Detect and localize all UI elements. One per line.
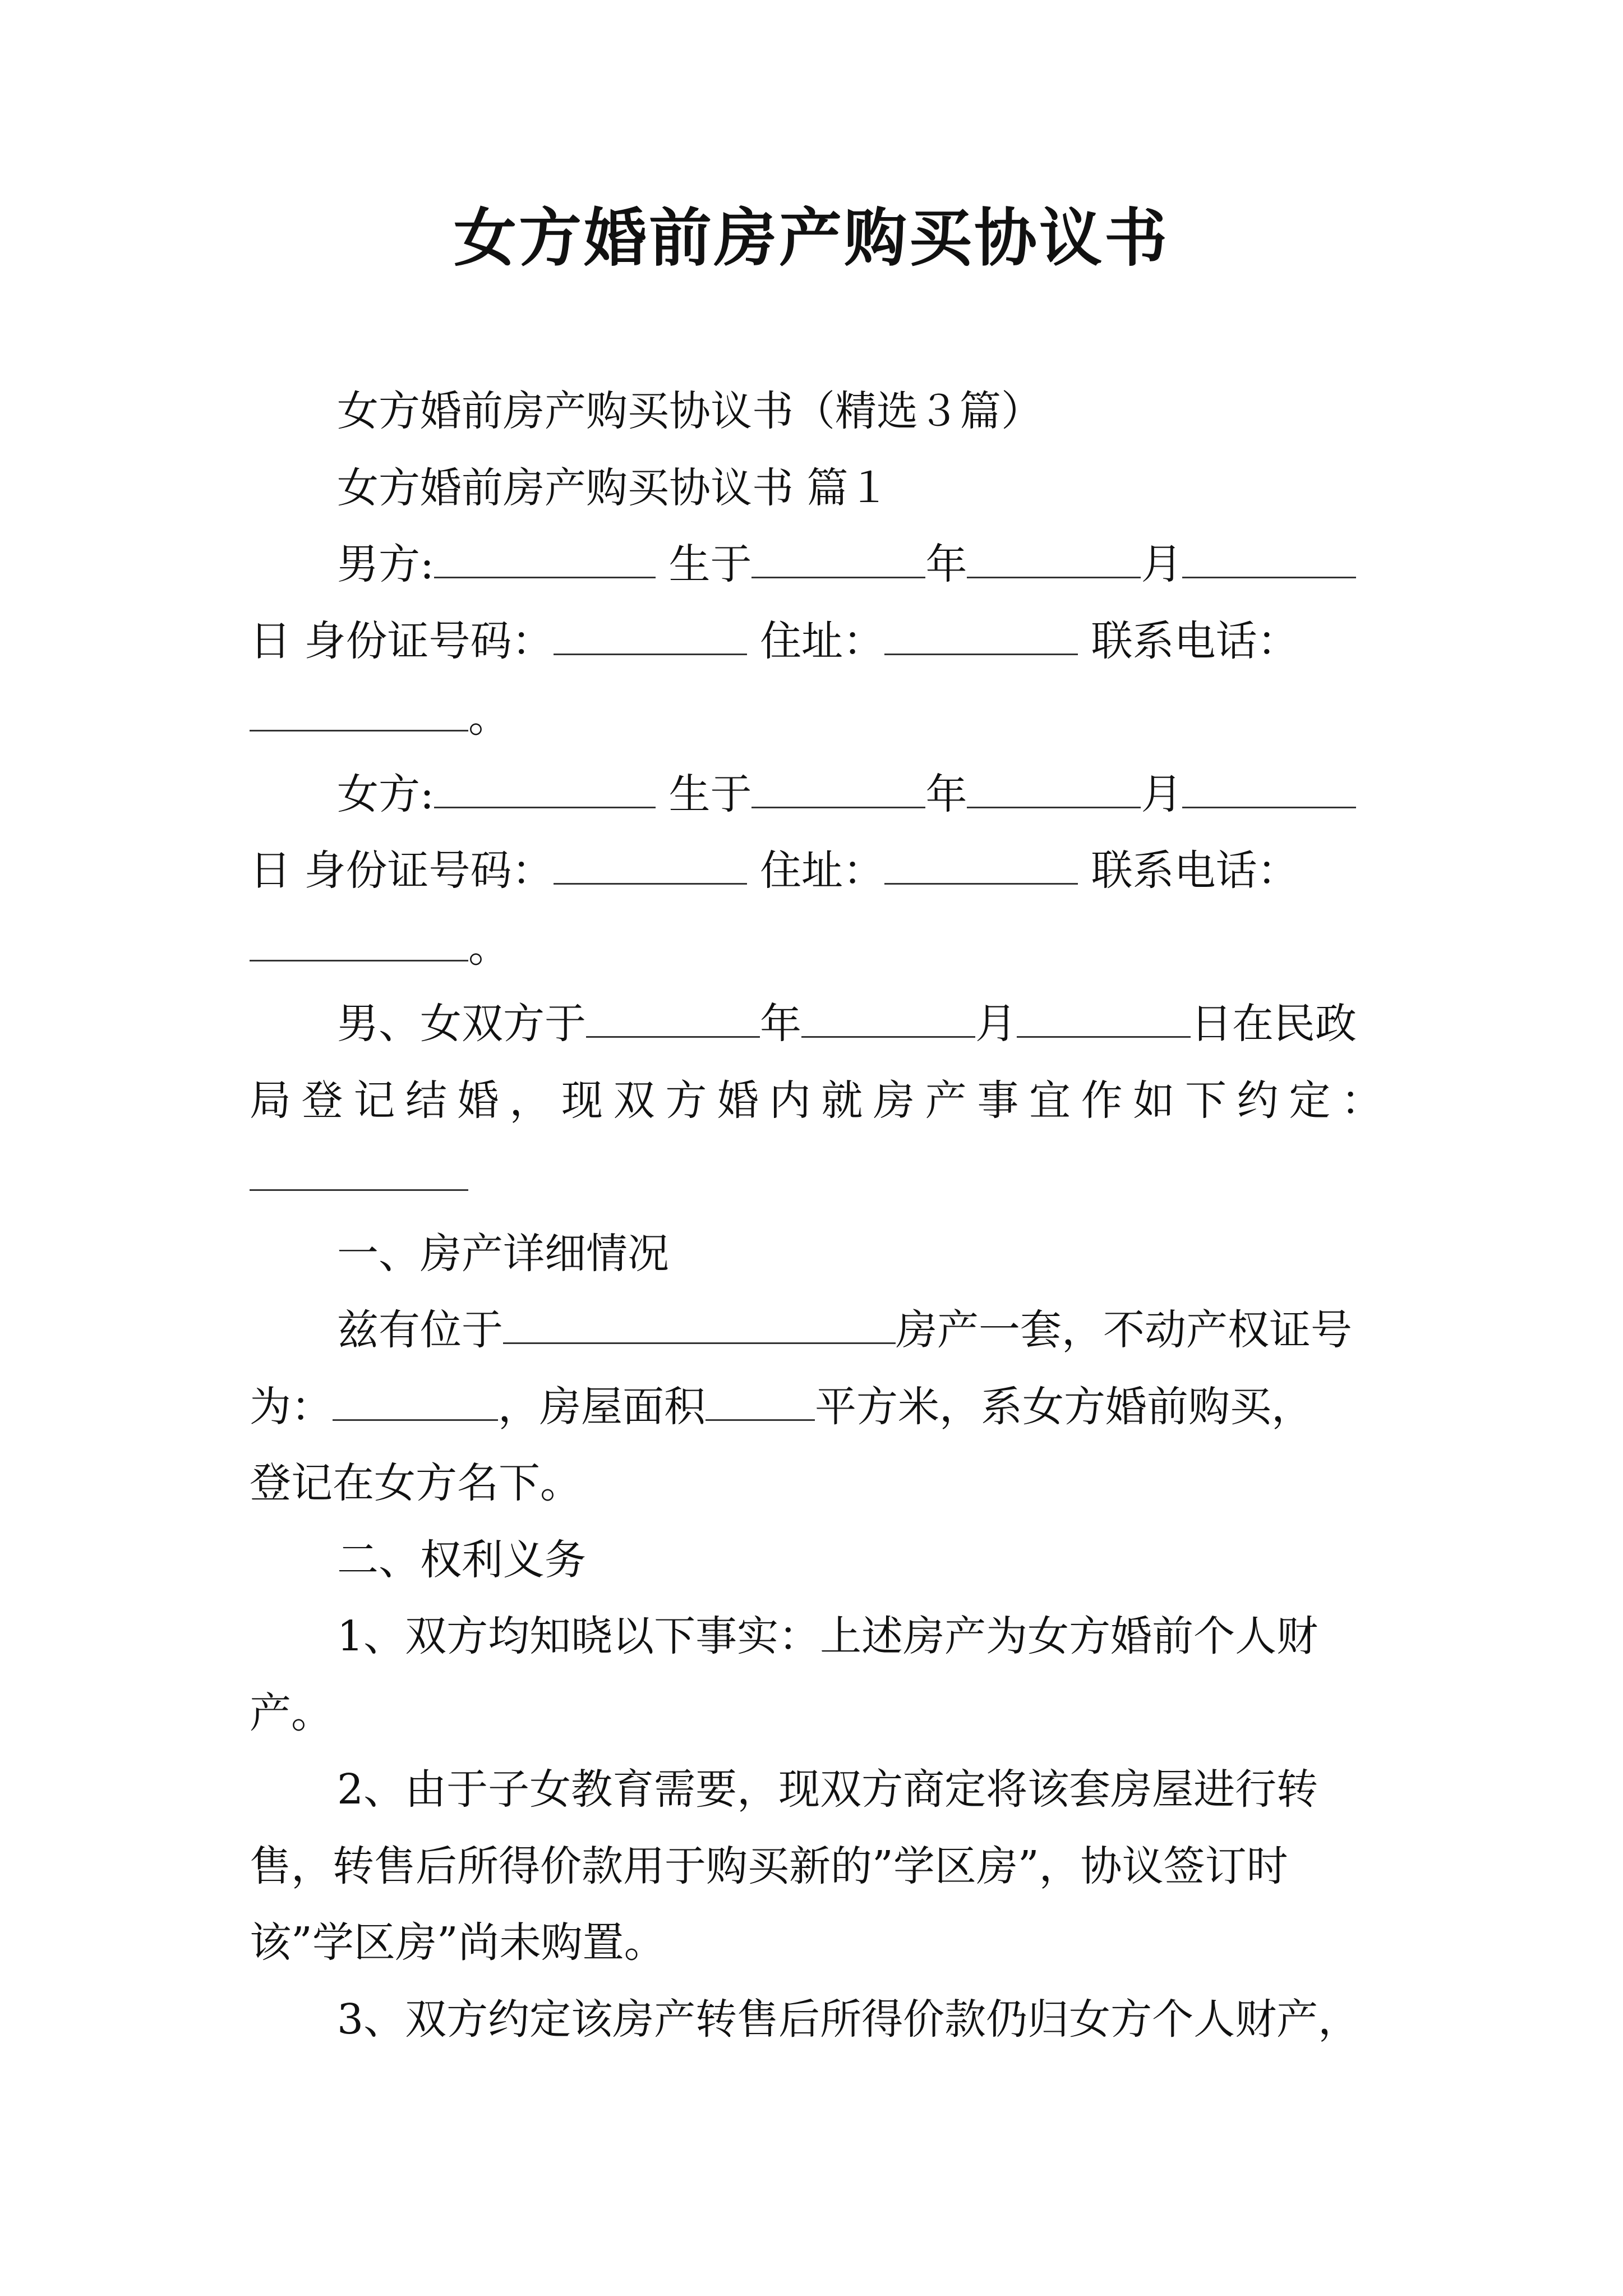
male-birth-month-blank [967, 539, 1141, 578]
document-body [250, 373, 1382, 2058]
female-name-blank [434, 769, 656, 808]
property-cert-blank [333, 1382, 498, 1421]
female-address-blank [884, 845, 1078, 885]
marriage-year-blank [586, 999, 760, 1038]
female-birth-day-blank [1182, 769, 1356, 808]
male-phone-blank [250, 692, 468, 731]
heading-rights-obligations: 二、权利义务 [337, 1535, 586, 1584]
property-line-2: 为： ，房屋面积 平方米，系女方婚前购买， [250, 1382, 1313, 1431]
female-birth-year-blank [751, 769, 925, 808]
clause-3-line-1: 3、双方约定该房产转售后所得价款仍归女方个人财产， [337, 1995, 1360, 2044]
female-birth-month-blank [967, 769, 1141, 808]
male-birth-year-blank [751, 539, 925, 578]
male-name-blank [434, 539, 656, 578]
section-heading: 女方婚前房产购买协议书 篇１ [337, 463, 890, 512]
male-birth-day-blank [1182, 539, 1356, 578]
document-title: 女方婚前房产购买协议书 [454, 201, 1169, 275]
property-line-1: 兹有位于 房产一套，不动产权证号 [337, 1306, 1352, 1354]
property-area-blank [706, 1382, 815, 1421]
clause-2-line-3: 该”学区房”尚未购置。 [250, 1918, 666, 1967]
female-party-line-2: 日 身份证号码： 住址： 联系电话： [250, 846, 1299, 895]
male-party-line-1: 男方: 生于 年 月 [250, 526, 1382, 603]
clause-2-line-2: 售，转售后所得价款用于购买新的”学区房”，协议签订时 [250, 1842, 1288, 1890]
marriage-line-1: 男、女双方于 年 月 日在民政 [337, 1000, 1357, 1048]
clause-2-line-1: 2、由于子女教育需要，现双方商定将该套房屋进行转 [337, 1765, 1318, 1814]
clause-1-line-2: 产。 [250, 1688, 333, 1737]
marriage-month-blank [801, 999, 975, 1038]
property-line-3: 登记在女方名下。 [250, 1459, 582, 1507]
marriage-line-3 [250, 1139, 1382, 1216]
marriage-line-2: 局登记结婚，现双方婚内就房产事宜作如下约定： [250, 1076, 1382, 1125]
marriage-day-blank [1017, 999, 1191, 1038]
male-party-line-3: 。 [250, 679, 1382, 756]
heading-property-details: 一、房产详细情况 [337, 1229, 669, 1278]
agreement-blank [250, 1152, 468, 1191]
male-address-blank [884, 616, 1078, 655]
clause-1-line-1: 1、双方均知晓以下事实：上述房产为女方婚前个人财 [337, 1612, 1318, 1660]
female-party-line-1: 女方: 生于 年 月 [250, 756, 1382, 833]
subtitle: 女方婚前房产购买协议书（精选３篇） [337, 387, 1043, 435]
male-id-blank [554, 616, 747, 655]
female-phone-blank [250, 922, 468, 961]
female-id-blank [554, 845, 747, 885]
property-location-blank [503, 1305, 896, 1344]
female-party-line-3: 。 [250, 909, 1382, 986]
male-party-line-2: 日 身份证号码： 住址： 联系电话： [250, 616, 1299, 665]
